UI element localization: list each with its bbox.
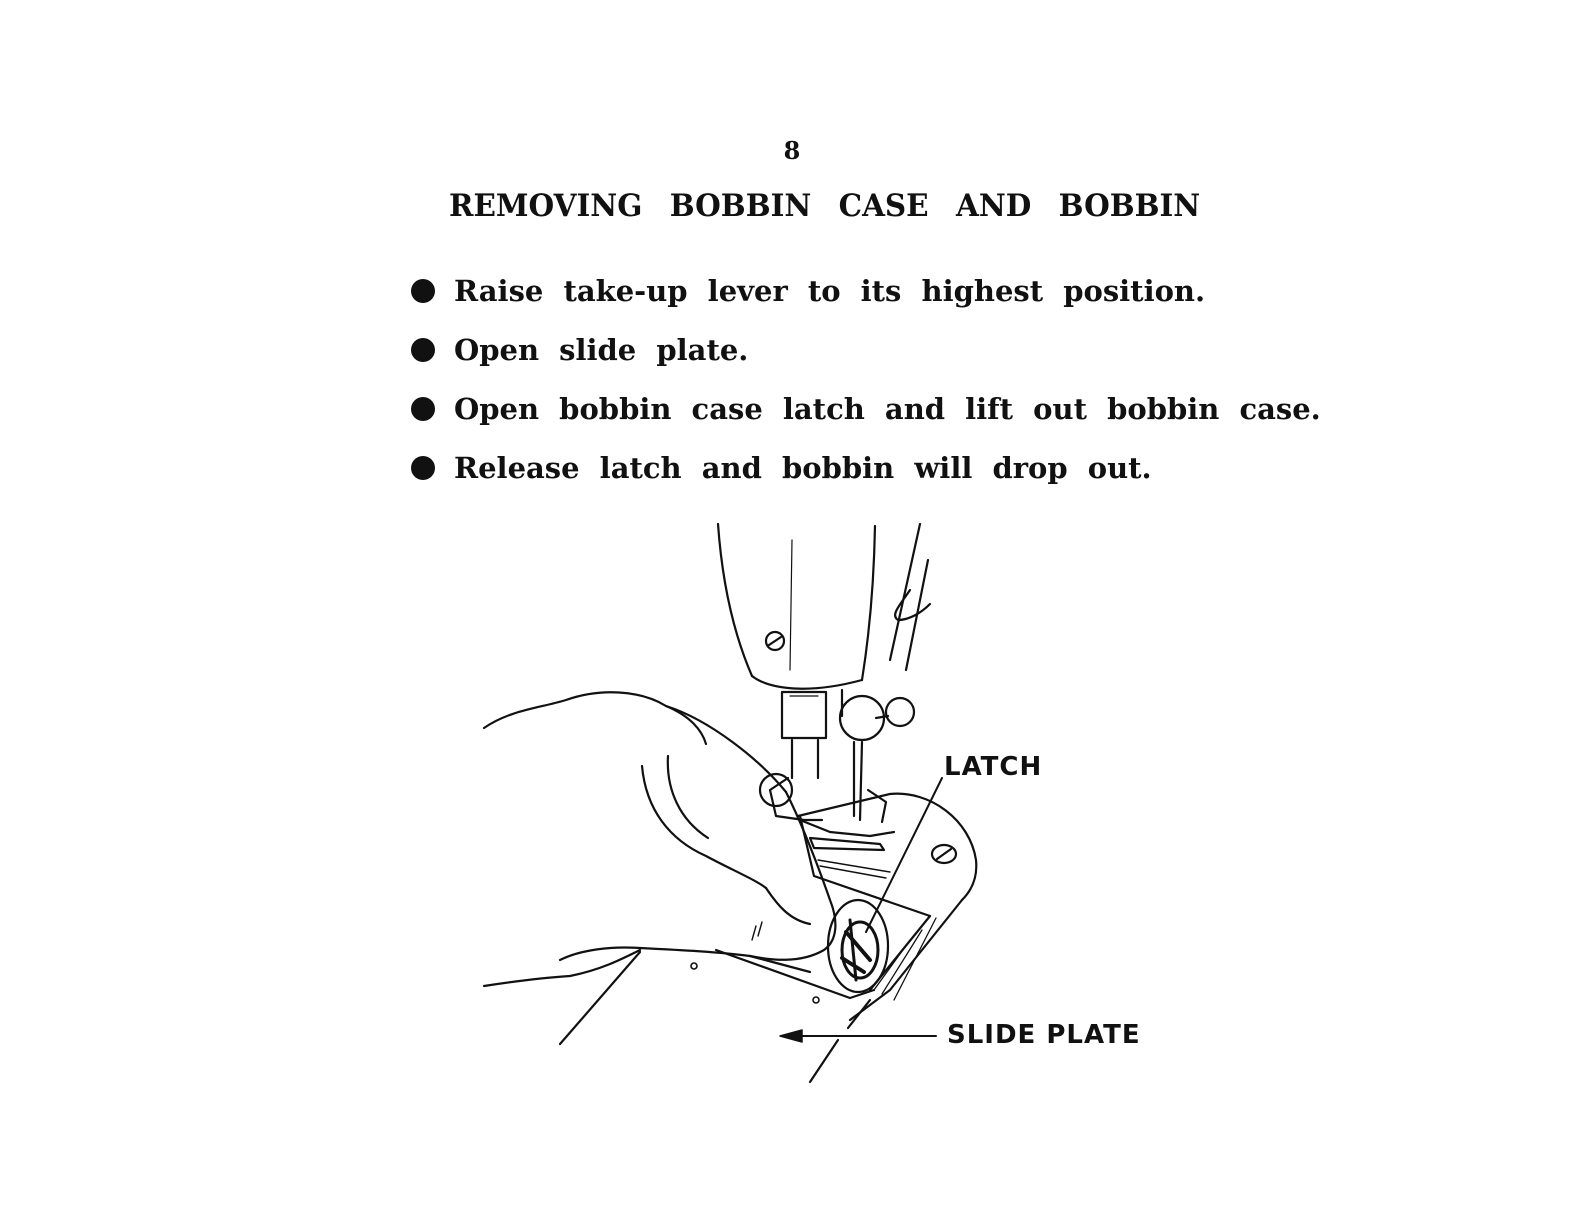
instruction-text: Raise take-up lever to its highest position.: [454, 274, 1206, 308]
bullet-icon: [411, 338, 435, 362]
page-title: REMOVING BOBBIN CASE AND BOBBIN: [449, 188, 1201, 224]
machine-head: [718, 524, 930, 689]
instruction-text: Open bobbin case latch and lift out bobbin case.: [454, 392, 1321, 426]
slide-plate: [560, 950, 874, 1082]
instruction-step-2: [410, 327, 1321, 386]
slide-plate-label: SLIDE PLATE: [947, 1020, 1141, 1050]
instruction-step-3: [410, 386, 1321, 445]
sewing-machine-illustration: [470, 520, 1170, 1100]
bullet-icon: [411, 279, 435, 303]
page-number: 8: [783, 136, 801, 165]
instruction-text: Open slide plate.: [454, 333, 749, 367]
presser-foot: [760, 690, 914, 850]
instruction-text: Release latch and bobbin will drop out.: [454, 451, 1152, 485]
instruction-list: [410, 268, 1321, 504]
needle-plate: [798, 794, 976, 1020]
latch-label: LATCH: [944, 752, 1043, 782]
bobbin-case: [828, 900, 888, 992]
instruction-step-4: [410, 445, 1321, 504]
bullet-icon: [411, 397, 435, 421]
bullet-icon: [411, 456, 435, 480]
instruction-step-1: [410, 268, 1321, 327]
